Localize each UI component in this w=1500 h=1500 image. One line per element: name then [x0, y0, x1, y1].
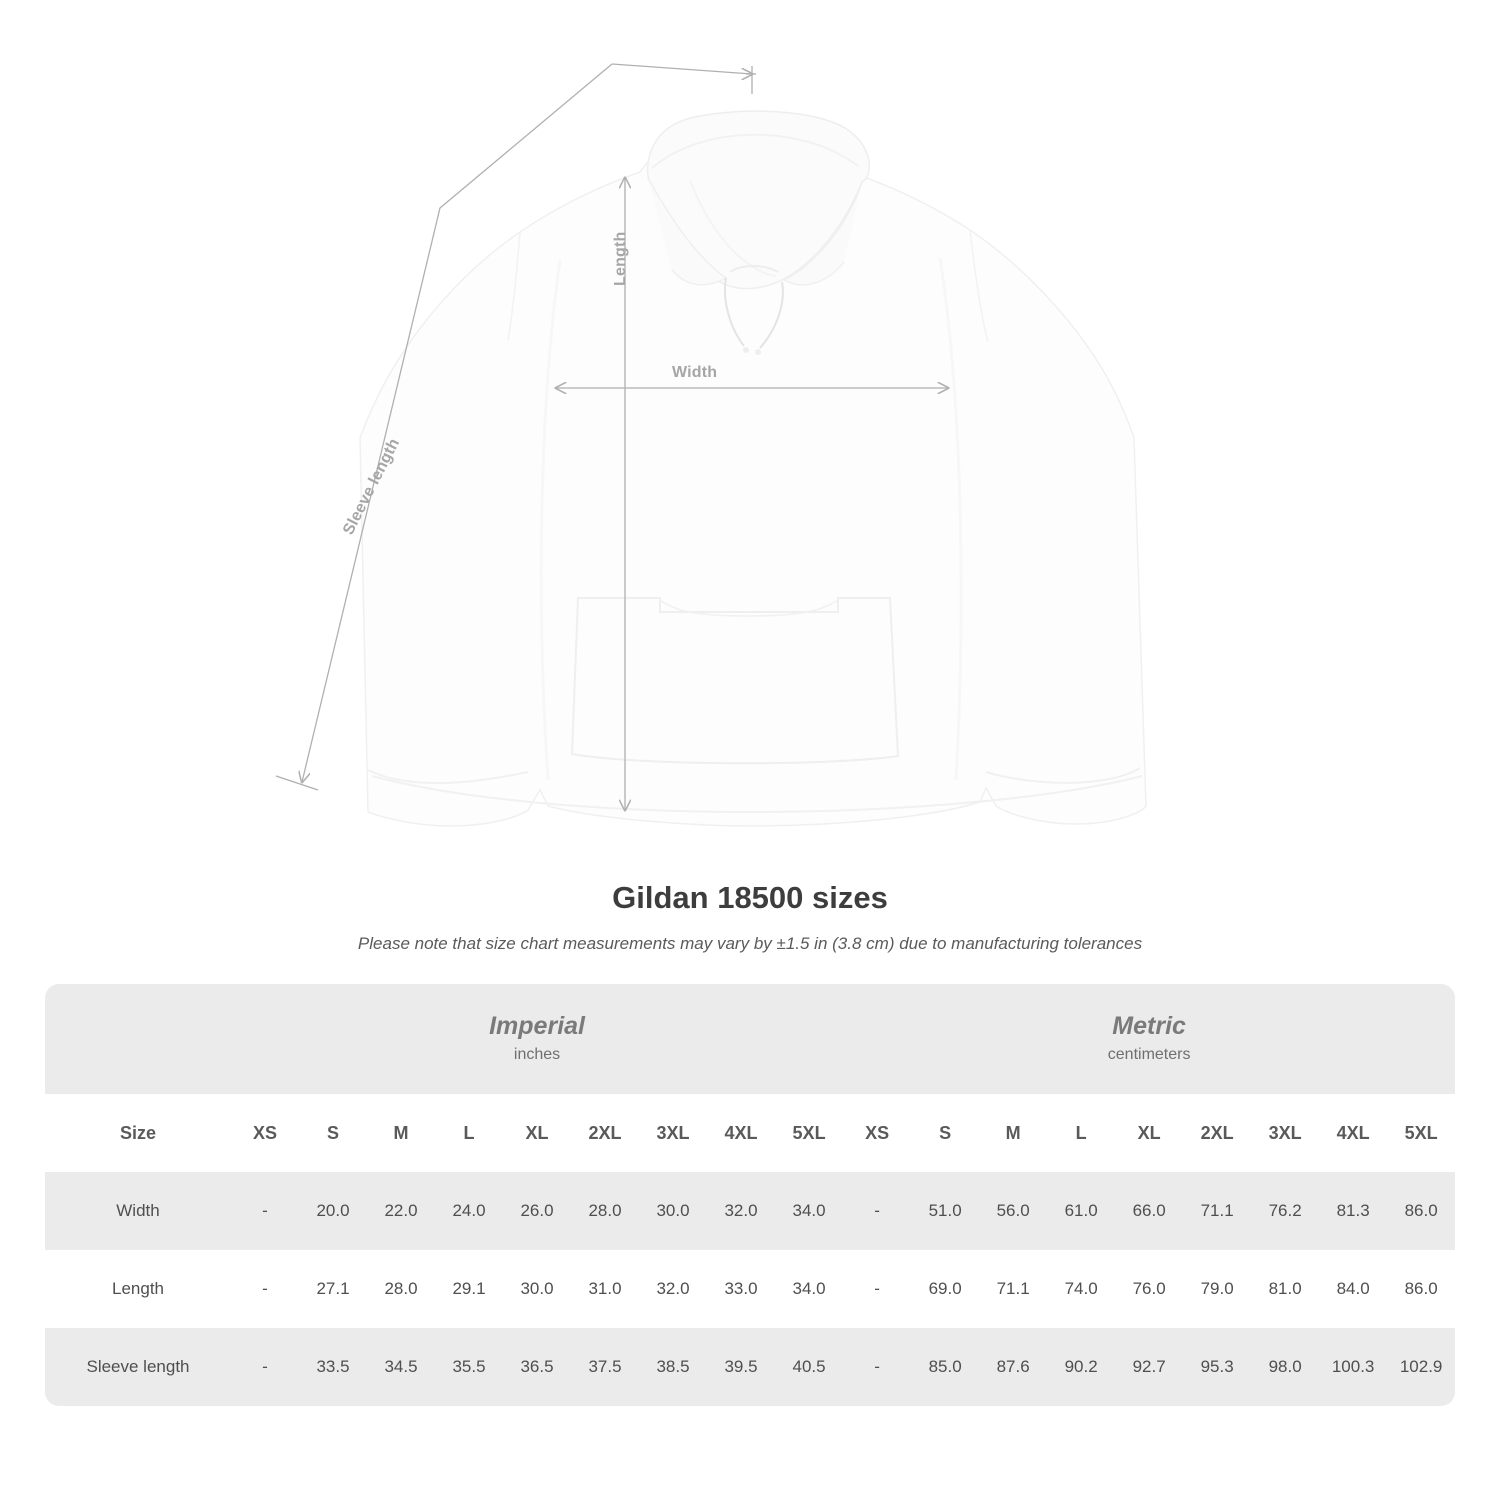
- cell-width-imperial-xs: -: [231, 1172, 299, 1250]
- cell-sleeve-metric-4xl: 100.3: [1319, 1328, 1387, 1406]
- cell-sleeve-metric-xl: 92.7: [1115, 1328, 1183, 1406]
- cell-sleeve-metric-3xl: 98.0: [1251, 1328, 1319, 1406]
- size-header-row: [45, 1094, 1455, 1172]
- cell-length-imperial-m: 28.0: [367, 1250, 435, 1328]
- cell-width-metric-5xl: 86.0: [1387, 1172, 1455, 1250]
- cell-sleeve-metric-2xl: 95.3: [1183, 1328, 1251, 1406]
- hoodie-shape: [360, 111, 1146, 826]
- cell-width-imperial-2xl: 28.0: [571, 1172, 639, 1250]
- group-header-row: [45, 984, 1455, 1094]
- table-row: [45, 1250, 1455, 1328]
- col-header-imperial-m: M: [367, 1094, 435, 1172]
- cell-length-metric-2xl: 79.0: [1183, 1250, 1251, 1328]
- col-header-imperial-xl: XL: [503, 1094, 571, 1172]
- cell-length-imperial-3xl: 32.0: [639, 1250, 707, 1328]
- cell-length-metric-l: 74.0: [1047, 1250, 1115, 1328]
- size-table-wrap: [45, 984, 1455, 1406]
- group-imperial: [231, 984, 843, 1094]
- cell-width-metric-m: 56.0: [979, 1172, 1047, 1250]
- cell-width-metric-4xl: 81.3: [1319, 1172, 1387, 1250]
- group-spacer-cell: [45, 984, 231, 1094]
- col-header-metric-2xl: 2XL: [1183, 1094, 1251, 1172]
- cell-sleeve-metric-5xl: 102.9: [1387, 1328, 1455, 1406]
- title-block: [0, 880, 1500, 954]
- cell-width-imperial-l: 24.0: [435, 1172, 503, 1250]
- cell-sleeve-imperial-s: 33.5: [299, 1328, 367, 1406]
- length-label: Length: [612, 231, 629, 286]
- cell-sleeve-imperial-xs: -: [231, 1328, 299, 1406]
- col-header-imperial-l: L: [435, 1094, 503, 1172]
- col-header-imperial-4xl: 4XL: [707, 1094, 775, 1172]
- cell-length-imperial-xl: 30.0: [503, 1250, 571, 1328]
- group-imperial-name: Imperial: [489, 1011, 585, 1040]
- row-label-sleeve-length: Sleeve length: [45, 1328, 231, 1406]
- size-header-label: Size: [45, 1094, 231, 1172]
- cell-width-metric-s: 51.0: [911, 1172, 979, 1250]
- row-label-length: Length: [45, 1250, 231, 1328]
- col-header-metric-4xl: 4XL: [1319, 1094, 1387, 1172]
- cell-sleeve-metric-l: 90.2: [1047, 1328, 1115, 1406]
- cell-length-metric-4xl: 84.0: [1319, 1250, 1387, 1328]
- group-metric-name: Metric: [1112, 1011, 1186, 1040]
- cell-width-metric-xl: 66.0: [1115, 1172, 1183, 1250]
- group-metric-unit: centimeters: [1107, 1045, 1191, 1063]
- cell-width-imperial-m: 22.0: [367, 1172, 435, 1250]
- col-header-metric-l: L: [1047, 1094, 1115, 1172]
- cell-sleeve-metric-m: 87.6: [979, 1328, 1047, 1406]
- size-table: [45, 984, 1455, 1406]
- col-header-metric-5xl: 5XL: [1387, 1094, 1455, 1172]
- tolerance-note: Please note that size chart measurements may vary by ±1.5 in (3.8 cm) due to manufacturing tolerances: [357, 934, 1143, 953]
- col-header-metric-s: S: [911, 1094, 979, 1172]
- cell-sleeve-imperial-l: 35.5: [435, 1328, 503, 1406]
- col-header-imperial-xs: XS: [231, 1094, 299, 1172]
- col-header-imperial-5xl: 5XL: [775, 1094, 843, 1172]
- cell-width-imperial-s: 20.0: [299, 1172, 367, 1250]
- table-row: [45, 1328, 1455, 1406]
- cell-length-metric-m: 71.1: [979, 1250, 1047, 1328]
- cell-sleeve-metric-xs: -: [843, 1328, 911, 1406]
- cell-length-metric-xl: 76.0: [1115, 1250, 1183, 1328]
- col-header-metric-3xl: 3XL: [1251, 1094, 1319, 1172]
- col-header-imperial-2xl: 2XL: [571, 1094, 639, 1172]
- cell-width-metric-xs: -: [843, 1172, 911, 1250]
- cell-length-imperial-5xl: 34.0: [775, 1250, 843, 1328]
- cell-length-imperial-s: 27.1: [299, 1250, 367, 1328]
- cell-width-imperial-3xl: 30.0: [639, 1172, 707, 1250]
- cell-length-metric-s: 69.0: [911, 1250, 979, 1328]
- row-label-width: Width: [45, 1172, 231, 1250]
- cell-width-metric-l: 61.0: [1047, 1172, 1115, 1250]
- group-imperial-unit: inches: [513, 1045, 561, 1063]
- cell-length-metric-xs: -: [843, 1250, 911, 1328]
- group-metric: [843, 984, 1455, 1094]
- col-header-metric-m: M: [979, 1094, 1047, 1172]
- cell-width-imperial-5xl: 34.0: [775, 1172, 843, 1250]
- col-header-imperial-s: S: [299, 1094, 367, 1172]
- cell-sleeve-imperial-2xl: 37.5: [571, 1328, 639, 1406]
- cell-sleeve-imperial-m: 34.5: [367, 1328, 435, 1406]
- sleeve-length-label: Sleeve length: [340, 435, 404, 538]
- cell-width-metric-2xl: 71.1: [1183, 1172, 1251, 1250]
- cell-width-imperial-xl: 26.0: [503, 1172, 571, 1250]
- table-row: [45, 1172, 1455, 1250]
- cell-sleeve-metric-s: 85.0: [911, 1328, 979, 1406]
- cell-sleeve-imperial-3xl: 38.5: [639, 1328, 707, 1406]
- page-title: Gildan 18500 sizes: [612, 880, 888, 915]
- col-header-imperial-3xl: 3XL: [639, 1094, 707, 1172]
- cell-length-metric-5xl: 86.0: [1387, 1250, 1455, 1328]
- cell-width-imperial-4xl: 32.0: [707, 1172, 775, 1250]
- col-header-metric-xl: XL: [1115, 1094, 1183, 1172]
- cell-length-metric-3xl: 81.0: [1251, 1250, 1319, 1328]
- cell-sleeve-imperial-5xl: 40.5: [775, 1328, 843, 1406]
- cell-length-imperial-xs: -: [231, 1250, 299, 1328]
- col-header-metric-xs: XS: [843, 1094, 911, 1172]
- cell-length-imperial-2xl: 31.0: [571, 1250, 639, 1328]
- cell-width-metric-3xl: 76.2: [1251, 1172, 1319, 1250]
- cell-length-imperial-4xl: 33.0: [707, 1250, 775, 1328]
- cell-sleeve-imperial-4xl: 39.5: [707, 1328, 775, 1406]
- cell-length-imperial-l: 29.1: [435, 1250, 503, 1328]
- width-label: Width: [672, 364, 718, 381]
- cell-sleeve-imperial-xl: 36.5: [503, 1328, 571, 1406]
